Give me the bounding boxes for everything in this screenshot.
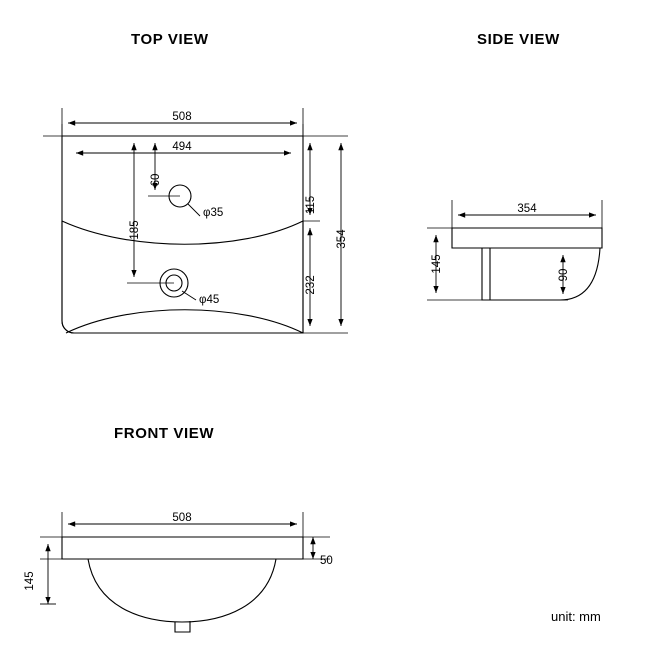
dim-front-height: 145: [24, 571, 36, 591]
dim-front-rim-thickness: 50: [320, 555, 333, 567]
front-view-title: FRONT VIEW: [114, 425, 215, 442]
dim-front-width: 508: [172, 512, 192, 524]
dim-top-overall-width: 508: [172, 111, 192, 123]
top-view-title: TOP VIEW: [131, 31, 209, 48]
dim-top-back-to-bowl: 115: [305, 195, 317, 215]
side-view-geometry: [452, 228, 602, 300]
front-view-dimension-lines: [40, 524, 313, 604]
dim-drain-hole-diameter: φ45: [199, 294, 220, 306]
side-view-title: SIDE VIEW: [477, 31, 560, 48]
side-view-dimension-lines: [436, 215, 596, 294]
dim-side-depth: 354: [517, 203, 537, 215]
dim-side-height: 145: [431, 254, 443, 274]
dim-top-bowl-center-offset: 185: [129, 220, 141, 240]
front-view-geometry: [62, 537, 303, 632]
dim-top-overall-depth: 354: [336, 229, 348, 249]
dim-top-inner-width: 494: [172, 141, 192, 153]
dim-tap-hole-diameter: φ35: [203, 207, 224, 219]
top-view-geometry: [62, 136, 303, 333]
dim-side-bowl-depth: 90: [558, 268, 570, 282]
dim-top-tap-hole-offset: 60: [150, 173, 162, 187]
dim-top-front-to-bowl: 232: [305, 275, 317, 295]
unit-note: unit: mm: [551, 609, 601, 624]
